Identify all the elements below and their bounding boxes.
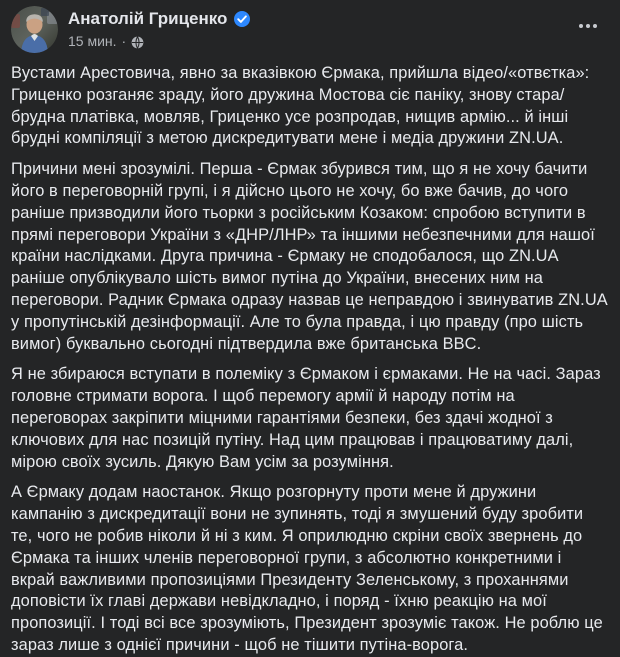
post-paragraph-3: Я не збираюся вступати в полеміку з Єрмаком і єрмаками. Не на часі. Зараз головне стримати ворога. І щоб перемогу армії й народу потім на переговорах закріпити міцними гарантіями безпеки, без здачі жодної з ключових для нас позицій путіну. Над цим працював і працюватиму далі, мірою своїх зусиль. Дякую Вам усім за розуміння. [11,365,601,471]
globe-public-icon [131,36,144,49]
more-options-icon [586,24,590,28]
post-meta-row [68,33,606,50]
more-options-icon [579,24,583,28]
post-header [0,0,620,53]
post-paragraph-2: Причини мені зрозумілі. Перша - Єрмак збурився тим, що я не хочу бачити його в переговорній групі, і я дійсно цього не хочу, бо вже бачив, до чого раніше призводили його тьорки з російським Козаком: спробою вступити в прямі переговори України з «ДНР/ЛНР» та іншими небезпечними для нашої країни наслідками. Друга причина - Єрмаку не сподобалося, що ZN.UA раніше опублікувало шість вимог путіна до України, внесених ним на переговори. Радник Єрмака одразу назвав це неправдою і звинуватив ZN.UA у пропутінській дезінформації. Але то була правда, і цю правду (про шість вимог) буквально сьогодні підтвердила вже британська BBC. [11,160,607,353]
meta-separator: · [121,33,127,49]
more-options-icon [593,24,597,28]
post-paragraph-1: Вустами Арестовича, явно за вказівкою Єрмака, прийшла відео/«отвєтка»: Гриценко розганяє зраду, його дружина Мостова сіє паніку, знову стара/брудна платівка, мовляв, Гриценко усе розпродав, нищив армію... й інші брудні компіляції з метою дискредитувати мене і медіа дружини ZN.UA. [11,64,590,148]
author-row [68,8,606,30]
avatar[interactable] [11,6,58,53]
post-paragraph-4: А Єрмаку додам наостанок. Якщо розгорнуту проти мене й дружини кампанію з дискредитації вони не зупинять, тоді я змушений буду зробити те, чого не робив ніколи й ні з ким. Я оприлюдню скріни своїх звернень до Єрмака та інших членів переговорної групи, з абсолютно конкретними і вкрай важливими пропозиціями Президенту Зеленському, з проханнями доповісти їх главі держави невідкладно, і поряд - їхню реакцію на мої пропозиції. І тоді всі все зрозуміють, Президент зрозуміє також. Не роблю це зараз лише з однієї причини - щоб не тішити путіна-ворога. [11,483,603,654]
profile-photo [11,6,58,53]
verified-badge-icon [234,11,250,27]
post-timestamp[interactable]: 15 мин. [68,33,117,49]
post-body [0,53,620,657]
more-options-button[interactable] [572,14,604,38]
author-name[interactable]: Анатолій Гриценко [68,9,228,28]
post-header-meta [68,6,606,50]
